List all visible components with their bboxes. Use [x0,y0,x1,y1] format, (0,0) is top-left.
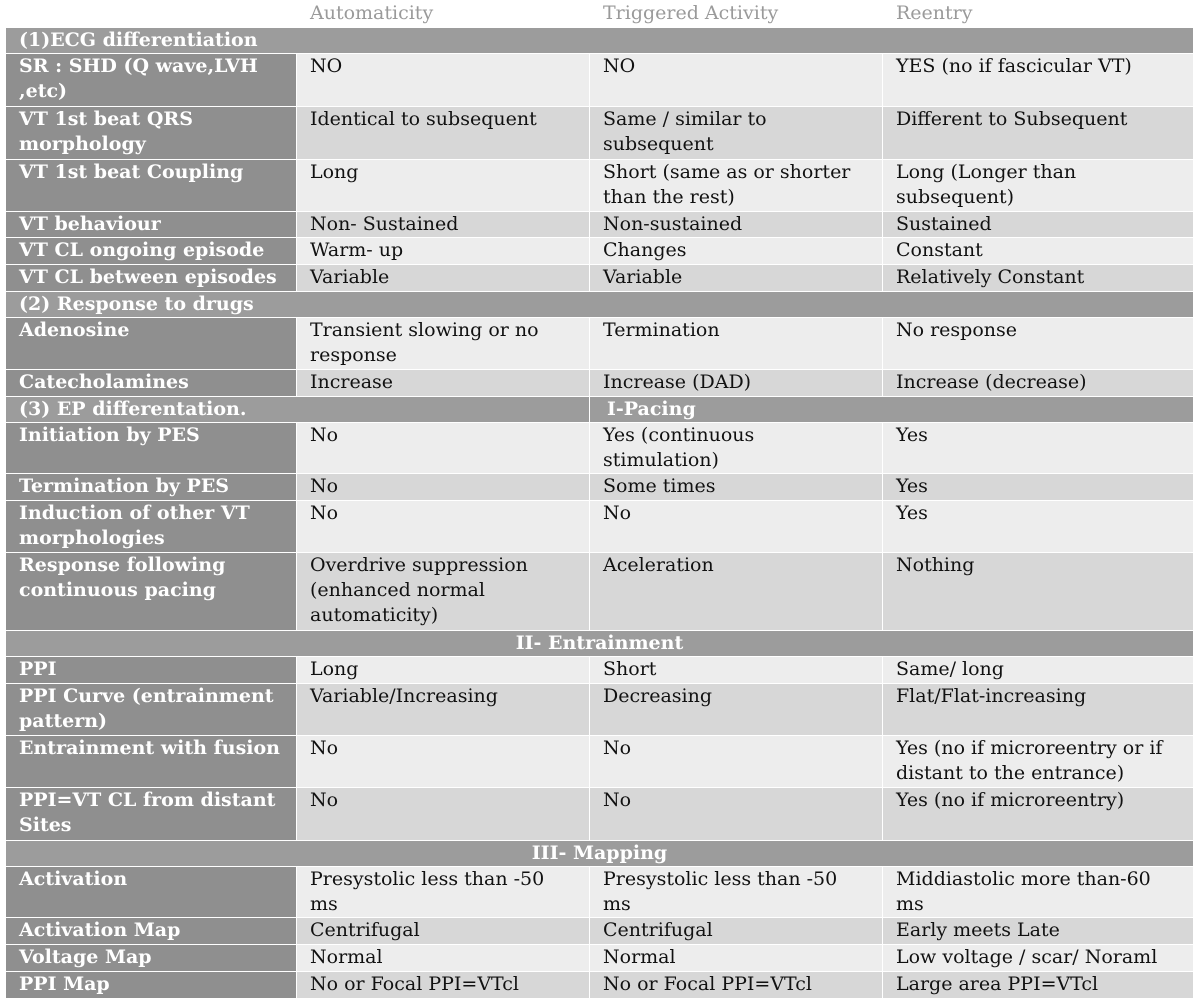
table-row [6,160,1194,212]
row-label: Initiation by PES [6,423,297,474]
row-label: VT CL between episodes [6,265,297,292]
table-row [6,972,1194,999]
automaticity-cell: No [297,736,590,788]
automaticity-cell: Overdrive suppression (enhanced normal automaticity) [297,553,590,631]
reentry-cell: Large area PPI=VTcl [883,972,1194,999]
row-label: PPI=VT CL from distant Sites [6,788,297,841]
triggered-cell: Variable [590,265,883,292]
section-row-ep [6,397,1194,423]
row-label: VT 1st beat Coupling [6,160,297,212]
automaticity-cell: NO [297,54,590,107]
table-row [6,867,1194,918]
table-row [6,788,1194,841]
reentry-cell: Long (Longer than subsequent) [883,160,1194,212]
automaticity-cell: Non- Sustained [297,212,590,238]
reentry-cell: Constant [883,238,1194,265]
table-row [6,423,1194,474]
table-row [6,736,1194,788]
row-label: PPI [6,657,297,684]
reentry-cell: Relatively Constant [883,265,1194,292]
automaticity-cell: No [297,788,590,841]
row-label: Adenosine [6,318,297,370]
triggered-cell: Same / similar to subsequent [590,107,883,160]
reentry-cell: Different to Subsequent [883,107,1194,160]
triggered-cell: Short (same as or shorter than the rest) [590,160,883,212]
row-label: VT behaviour [6,212,297,238]
automaticity-cell: Centrifugal [297,918,590,945]
section-ecg-differentiation: (1)ECG differentiation [6,28,1194,54]
table-row [6,318,1194,370]
automaticity-cell: Transient slowing or no response [297,318,590,370]
reentry-cell: Middiastolic more than-60 ms [883,867,1194,918]
automaticity-cell: No [297,474,590,501]
header-empty [6,1,297,28]
table-row [6,54,1194,107]
table-row [6,657,1194,684]
triggered-cell: No [590,736,883,788]
triggered-cell: Changes [590,238,883,265]
row-label: Termination by PES [6,474,297,501]
reentry-cell: Yes [883,474,1194,501]
triggered-cell: No [590,788,883,841]
reentry-cell: Yes [883,423,1194,474]
header-reentry: Reentry [883,1,1194,28]
table-row [6,238,1194,265]
row-label: Response following continuous pacing [6,553,297,631]
triggered-cell: Increase (DAD) [590,370,883,397]
reentry-cell: Yes (no if microreentry or if distant to the entrance) [883,736,1194,788]
automaticity-cell: Normal [297,945,590,972]
automaticity-cell: Increase [297,370,590,397]
triggered-cell: Non-sustained [590,212,883,238]
row-label: Activation Map [6,918,297,945]
header-automaticity: Automaticity [297,1,590,28]
triggered-cell: Termination [590,318,883,370]
triggered-cell: Yes (continuous stimulation) [590,423,883,474]
automaticity-cell: Warm- up [297,238,590,265]
table-row [6,107,1194,160]
triggered-cell: No [590,501,883,553]
section-response-to-drugs: (2) Response to drugs [6,292,1194,318]
reentry-cell: YES (no if fascicular VT) [883,54,1194,107]
section-row-ecg [6,28,1194,54]
triggered-cell: Some times [590,474,883,501]
section-row-entrainment [6,631,1194,657]
automaticity-cell: Long [297,160,590,212]
section-ep-differentiation: (3) EP differentation. [6,397,590,423]
table-row [6,945,1194,972]
reentry-cell: Increase (decrease) [883,370,1194,397]
row-label: PPI Map [6,972,297,999]
header-row [6,1,1194,28]
subsection-entrainment: II- Entrainment [6,631,1194,657]
triggered-cell: Presystolic less than -50 ms [590,867,883,918]
row-label: PPI Curve (entrainment pattern) [6,684,297,736]
vt-mechanism-comparison-table [5,0,1194,999]
header-triggered-activity: Triggered Activity [590,1,883,28]
subsection-pacing: I-Pacing [590,397,1194,423]
automaticity-cell: Variable [297,265,590,292]
reentry-cell: Yes [883,501,1194,553]
section-row-drugs [6,292,1194,318]
triggered-cell: No or Focal PPI=VTcl [590,972,883,999]
triggered-cell: NO [590,54,883,107]
row-label: VT 1st beat QRS morphology [6,107,297,160]
row-label: Activation [6,867,297,918]
table-row [6,918,1194,945]
reentry-cell: Early meets Late [883,918,1194,945]
reentry-cell: Flat/Flat-increasing [883,684,1194,736]
table-row [6,474,1194,501]
automaticity-cell: Presystolic less than -50 ms [297,867,590,918]
triggered-cell: Centrifugal [590,918,883,945]
table-row [6,265,1194,292]
row-label: VT CL ongoing episode [6,238,297,265]
reentry-cell: Same/ long [883,657,1194,684]
row-label: Catecholamines [6,370,297,397]
automaticity-cell: No [297,423,590,474]
triggered-cell: Normal [590,945,883,972]
reentry-cell: Low voltage / scar/ Noraml [883,945,1194,972]
reentry-cell: Nothing [883,553,1194,631]
table-row [6,553,1194,631]
automaticity-cell: Variable/Increasing [297,684,590,736]
row-label: Entrainment with fusion [6,736,297,788]
row-label: Induction of other VT morphologies [6,501,297,553]
automaticity-cell: Identical to subsequent [297,107,590,160]
automaticity-cell: No or Focal PPI=VTcl [297,972,590,999]
automaticity-cell: No [297,501,590,553]
triggered-cell: Short [590,657,883,684]
reentry-cell: No response [883,318,1194,370]
triggered-cell: Decreasing [590,684,883,736]
reentry-cell: Yes (no if microreentry) [883,788,1194,841]
section-row-mapping [6,841,1194,867]
table-row [6,501,1194,553]
table-row [6,212,1194,238]
table-row [6,684,1194,736]
reentry-cell: Sustained [883,212,1194,238]
automaticity-cell: Long [297,657,590,684]
triggered-cell: Aceleration [590,553,883,631]
subsection-mapping: III- Mapping [6,841,1194,867]
table-row [6,370,1194,397]
row-label: Voltage Map [6,945,297,972]
row-label: SR : SHD (Q wave,LVH ,etc) [6,54,297,107]
